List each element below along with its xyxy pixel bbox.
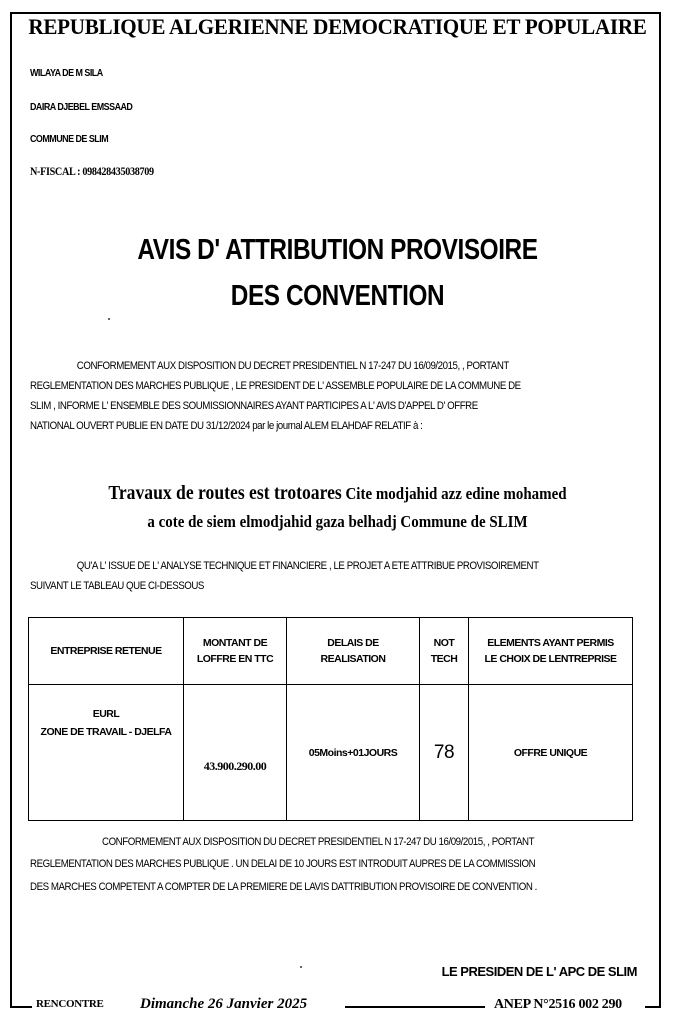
analysis-paragraph [30, 556, 588, 596]
daira-label: DAIRA DJEBEL EMSSAAD [30, 101, 133, 113]
subject-line2: a cote de siem elmodjahid gaza belhadj Commune de SLIM [147, 512, 528, 531]
subject-line1-main: Travaux de routes est trotoares [108, 482, 342, 504]
closing-paragraph [30, 832, 588, 898]
cell-amount: 43.900.290.00 [184, 685, 287, 821]
newspaper-footer [0, 996, 675, 1020]
cell-reason: OFFRE UNIQUE [469, 685, 633, 821]
cell-company [29, 685, 184, 821]
company-name: ZONE DE TRAVAIL - DJELFA [40, 726, 172, 738]
intro-line-4: NATIONAL OUVERT PUBLIE EN DATE DU 31/12/2024 par le journal ALEM ELAHDAF RELATIF à : [30, 420, 423, 432]
table-header-row [29, 618, 633, 685]
notice-title-line2: DES CONVENTION [230, 280, 445, 312]
header-reason: ELEMENTS AYANT PERMIS LE CHOIX DE LENTREPRISE [469, 618, 633, 685]
footer-rule-left [10, 1006, 32, 1008]
scan-speck [300, 966, 302, 968]
wilaya-label: WILAYA DE M SILA [30, 67, 103, 79]
closing-line-3: DES MARCHES COMPETENT A COMPTER DE LA PREMIERE DE LAVIS DATTRIBUTION PROVISOIRE DE CONVENTION . [30, 881, 537, 893]
closing-line-2: REGLEMENTATION DES MARCHES PUBLIQUE . UN DELAI DE 10 JOURS EST INTRODUIT AUPRES DE LA COMMISSION [30, 858, 536, 870]
header-delay: DELAIS DE REALISATION [287, 618, 420, 685]
header-score: NOT TECH [420, 618, 469, 685]
header-amount: MONTANT DE LOFFRE EN TTC [184, 618, 287, 685]
intro-line-2: REGLEMENTATION DES MARCHES PUBLIQUE , LE PRESIDENT DE L' ASSEMBLE POPULAIRE DE LA COMMUNE DE [30, 380, 521, 392]
project-subject [0, 480, 675, 535]
intro-paragraph [30, 356, 588, 436]
notice-title-line1: AVIS D' ATTRIBUTION PROVISOIRE [137, 234, 538, 266]
header-company: ENTREPRISE RETENUE [29, 618, 184, 685]
commune-label: COMMUNE DE SLIM [30, 133, 109, 145]
subject-line1-rest: Cite modjahid azz edine mohamed [341, 484, 567, 503]
country-header: REPUBLIQUE ALGERIENNE DEMOCRATIQUE ET POPULAIRE [28, 14, 647, 39]
intro-line-3: SLIM , INFORME L' ENSEMBLE DES SOUMISSIONNAIRES AYANT PARTICIPES A L' AVIS D'APPEL D' OFFRE [30, 400, 478, 412]
fiscal-number: N-FISCAL : 098428435038709 [30, 164, 154, 178]
intro-line-1: CONFORMEMENT AUX DISPOSITION DU DECRET PRESIDENTIEL N 17-247 DU 16/09/2015, , PORTANT [76, 360, 509, 372]
cell-delay: 05Moins+01JOURS [287, 685, 420, 821]
company-type: EURL [92, 708, 120, 720]
newspaper-name: RENCONTRE [36, 998, 104, 1010]
publication-date: Dimanche 26 Janvier 2025 [140, 996, 308, 1012]
table-row [29, 685, 633, 821]
scan-speck [108, 318, 110, 320]
analysis-line-1: QU'A L' ISSUE DE L' ANALYSE TECHNIQUE ET FINANCIERE , LE PROJET A ETE ATTRIBUE PROVISOIREMENT [76, 560, 539, 572]
cell-score: 78 [420, 685, 469, 821]
signature: LE PRESIDEN DE L' APC DE SLIM [441, 964, 637, 979]
closing-line-1: CONFORMEMENT AUX DISPOSITION DU DECRET PRESIDENTIEL N 17-247 DU 16/09/2015, , PORTANT [102, 836, 535, 848]
footer-rule-right [645, 1006, 661, 1008]
anep-number: ANEP N°2516 002 290 [494, 997, 622, 1012]
footer-rule-middle [345, 1006, 485, 1008]
analysis-line-2: SUIVANT LE TABLEAU QUE CI-DESSOUS [30, 580, 204, 592]
attribution-table [28, 617, 633, 821]
